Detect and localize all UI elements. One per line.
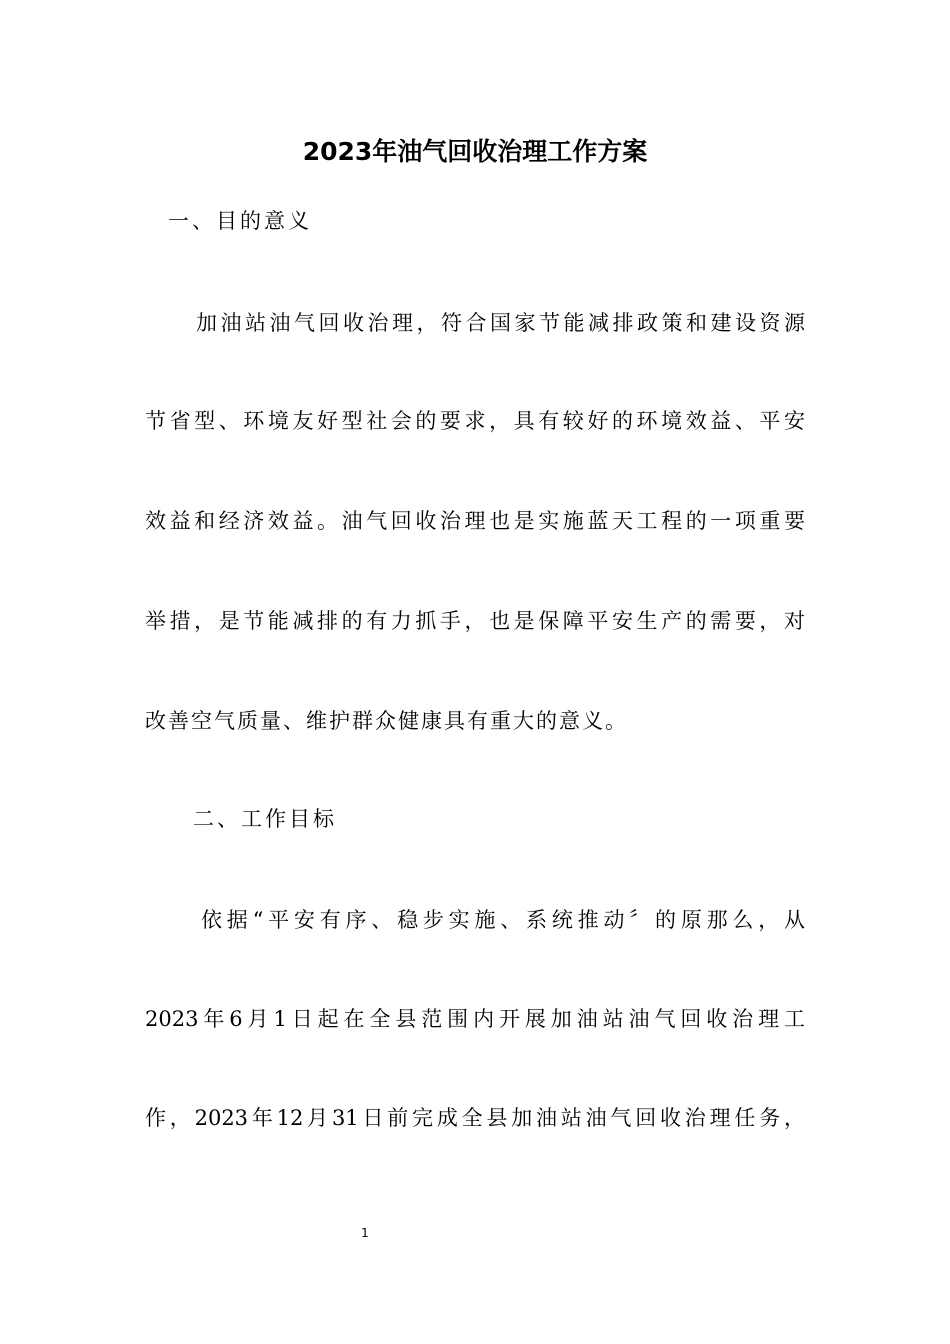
paragraph-line: 加油站油气回收治理，符合国家节能减排政策和建设资源 — [196, 311, 805, 335]
paragraph-line: 2023年6月1日起在全县范围内开展加油站油气回收治理工 — [145, 1007, 805, 1031]
page-number: 1 — [361, 1226, 369, 1240]
paragraph-line: 改善空气质量、维护群众健康具有重大的意义。 — [145, 709, 628, 733]
paragraph-line: 举措，是节能减排的有力抓手，也是保障平安生产的需要，对 — [145, 609, 805, 633]
paragraph-line: 作，2023年12月31日前完成全县加油站油气回收治理任务， — [145, 1106, 805, 1130]
paragraph-line: 节省型、环境友好型社会的要求，具有较好的环境效益、平安 — [145, 409, 805, 433]
section-heading-goals: 二、工作目标 — [193, 807, 337, 831]
paragraph-line: 效益和经济效益。油气回收治理也是实施蓝天工程的一项重要 — [145, 509, 805, 533]
paragraph-line: 依据“平安有序、稳步实施、系统推动〞的原那么，从 — [201, 908, 805, 932]
document-title: 2023年油气回收治理工作方案 — [302, 137, 648, 166]
section-heading-purpose: 一、目的意义 — [168, 209, 312, 233]
